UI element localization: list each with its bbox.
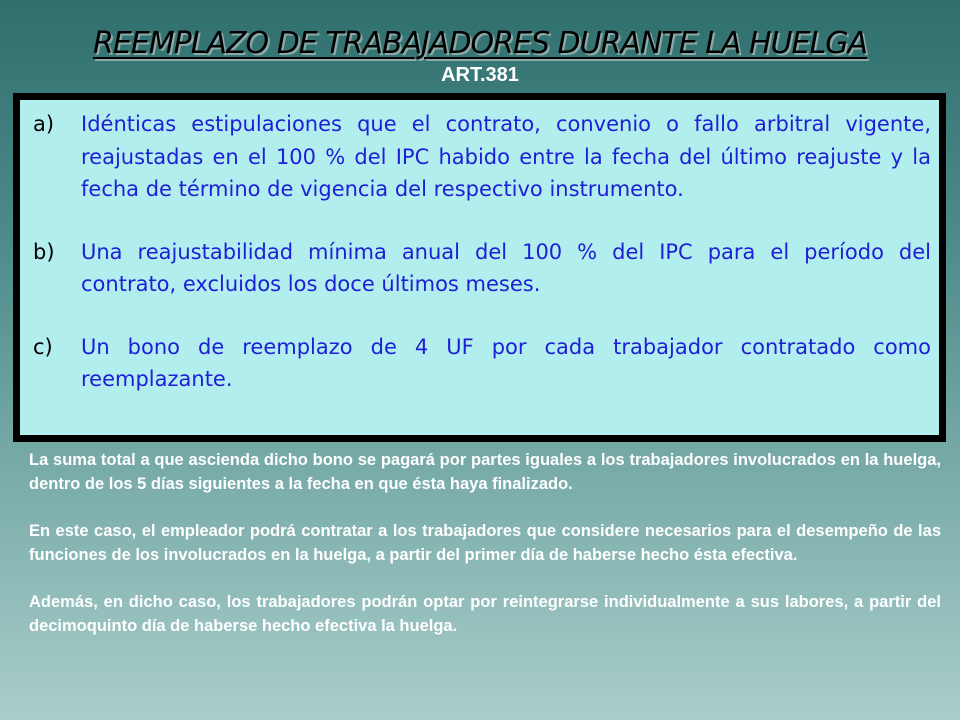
notes-section: [29, 449, 941, 639]
note-paragraph: Además, en dicho caso, los trabajadores podrán optar por reintegrarse individualmente a sus labores, a partir del decimoquinto día de haberse hecho efectiva la huelga.: [29, 593, 941, 635]
note-paragraph: En este caso, el empleador podrá contratar a los trabajadores que considere necesarios para el desempeño de las funciones de los involucrados en la huelga, a partir del primer día de haberse hecho ésta efectiva.: [29, 522, 941, 564]
item-text: Un bono de reemplazo de 4 UF por cada trabajador contratado como reemplazante.: [81, 334, 931, 391]
item-text: Idénticas estipulaciones que el contrato, convenio o fallo arbitral vigente, reajustadas en el 100 % del IPC habido entre la fecha del último reajuste y la fecha de término de vigencia del respectivo instrumento.: [81, 112, 931, 201]
condition-item-b: [33, 236, 931, 301]
conditions-box: [13, 93, 946, 442]
item-marker: a): [33, 112, 55, 136]
item-marker: c): [33, 334, 53, 359]
condition-item-c: [33, 331, 931, 396]
article-number: ART.381: [441, 64, 519, 86]
item-marker: b): [33, 239, 55, 264]
condition-item-a: [33, 108, 931, 206]
item-text: Una reajustabilidad mínima anual del 100 % del IPC para el período del contrato, excluidos los doce últimos meses.: [81, 239, 931, 296]
slide-title: REEMPLAZO DE TRABAJADORES DURANTE LA HUELGA: [93, 26, 867, 61]
note-paragraph: La suma total a que ascienda dicho bono se pagará por partes iguales a los trabajadores involucrados en la huelga, dentro de los 5 días siguientes a la fecha en que ésta haya finalizado.: [29, 451, 941, 493]
